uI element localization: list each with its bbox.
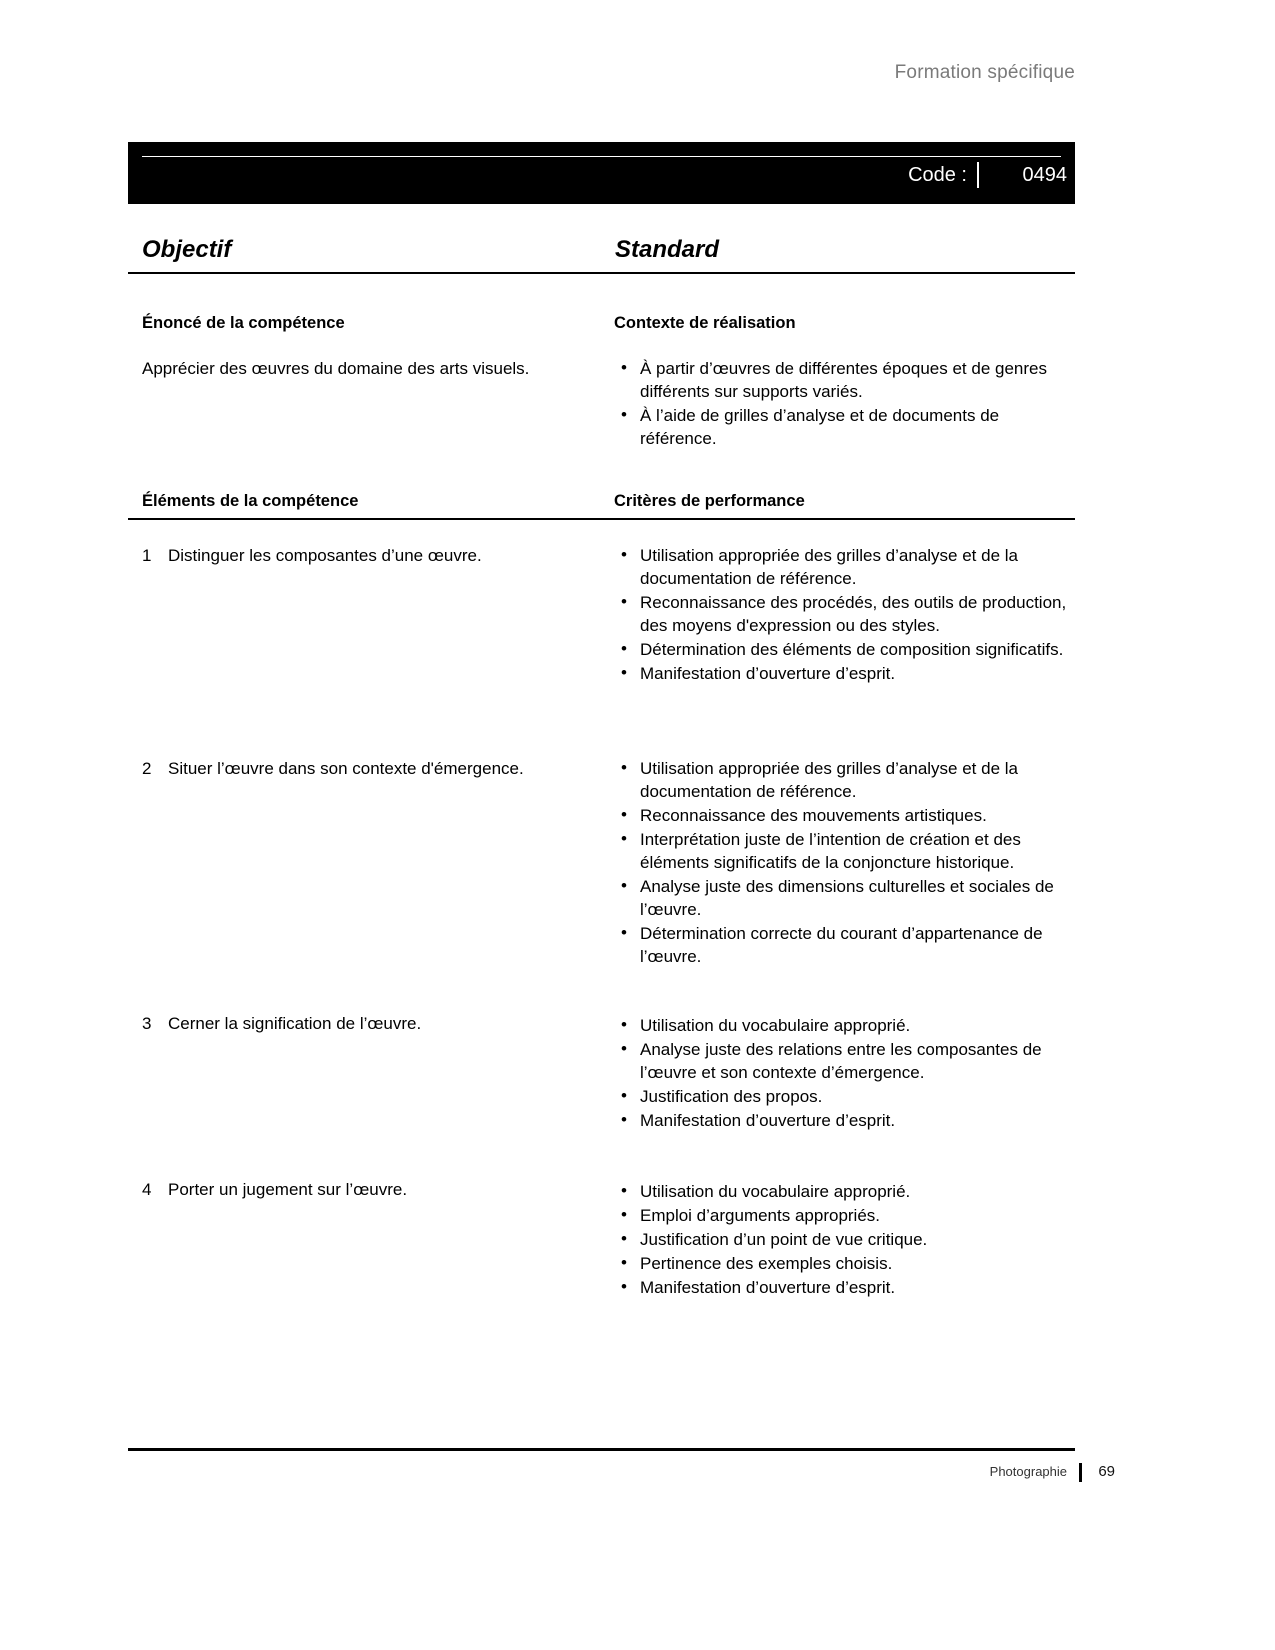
list-item: • Manifestation d’ouverture d’esprit. bbox=[614, 662, 1074, 685]
list-item: • Analyse juste des dimensions culturelles et sociales de l’œuvre. bbox=[614, 875, 1074, 921]
list-item: • Justification des propos. bbox=[614, 1085, 1074, 1108]
code-value: 0494 bbox=[1022, 164, 1067, 186]
heading-enonce-competence: Énoncé de la compétence bbox=[142, 314, 345, 332]
criteria-bullets bbox=[614, 757, 1074, 968]
column-title-standard: Standard bbox=[615, 236, 720, 263]
criteria-cell bbox=[614, 1014, 1074, 1133]
element-cell bbox=[142, 757, 602, 780]
element-number: 3 bbox=[142, 1014, 152, 1033]
table-row bbox=[0, 534, 1275, 747]
code-separator bbox=[977, 162, 979, 188]
list-item: • Emploi d’arguments appropriés. bbox=[614, 1204, 1074, 1227]
list-item: • Manifestation d’ouverture d’esprit. bbox=[614, 1276, 1074, 1299]
list-item: • Interprétation juste de l’intention de création et des éléments significatifs de la conjoncture historique. bbox=[614, 828, 1074, 874]
list-item: • Utilisation du vocabulaire approprié. bbox=[614, 1180, 1074, 1203]
element-cell bbox=[142, 1178, 602, 1201]
footer-label: Photographie bbox=[989, 1464, 1067, 1479]
list-item: • Utilisation appropriée des grilles d’analyse et de la documentation de référence. bbox=[614, 757, 1074, 803]
list-item: • Utilisation appropriée des grilles d’analyse et de la documentation de référence. bbox=[614, 544, 1074, 590]
heading-elements-competence: Éléments de la compétence bbox=[142, 492, 359, 510]
element-label: Distinguer les composantes d’une œuvre. bbox=[168, 546, 482, 565]
criteria-cell bbox=[614, 757, 1074, 969]
heading-criteres-performance: Critères de performance bbox=[614, 492, 805, 510]
list-item: • Détermination des éléments de composition significatifs. bbox=[614, 638, 1074, 661]
code-bar-rule bbox=[142, 156, 1061, 157]
list-item: • Manifestation d’ouverture d’esprit. bbox=[614, 1109, 1074, 1132]
table-row bbox=[0, 1002, 1275, 1168]
list-item: • Reconnaissance des procédés, des outils de production, des moyens d'expression ou des styles. bbox=[614, 591, 1074, 637]
element-number: 4 bbox=[142, 1180, 152, 1199]
criteria-bullets bbox=[614, 1180, 1074, 1299]
footer-separator bbox=[1079, 1463, 1082, 1482]
list-item: • Détermination correcte du courant d’appartenance de l’œuvre. bbox=[614, 922, 1074, 968]
table-row bbox=[0, 747, 1275, 1002]
criteria-bullets bbox=[614, 1014, 1074, 1132]
criteria-cell bbox=[614, 1180, 1074, 1300]
list-item: • Analyse juste des relations entre les composantes de l’œuvre et son contexte d’émergence. bbox=[614, 1038, 1074, 1084]
element-number: 2 bbox=[142, 759, 152, 778]
list-item: • À l’aide de grilles d’analyse et de documents de référence. bbox=[614, 404, 1069, 450]
criteria-cell bbox=[614, 544, 1074, 686]
element-label: Situer l’œuvre dans son contexte d'émergence. bbox=[168, 759, 524, 778]
page-number: 69 bbox=[1098, 1463, 1115, 1480]
footer-divider bbox=[128, 1448, 1075, 1451]
list-item: • À partir d’œuvres de différentes époques et de genres différents sur supports variés. bbox=[614, 357, 1069, 403]
code-bar bbox=[128, 142, 1075, 204]
list-item: • Pertinence des exemples choisis. bbox=[614, 1252, 1074, 1275]
elements-rows bbox=[0, 534, 1275, 1318]
criteria-bullets bbox=[614, 544, 1074, 685]
table-row bbox=[0, 1168, 1275, 1318]
page-header-label: Formation spécifique bbox=[894, 62, 1075, 83]
list-item: • Utilisation du vocabulaire approprié. bbox=[614, 1014, 1074, 1037]
context-bullets bbox=[614, 357, 1069, 450]
column-title-objectif: Objectif bbox=[142, 236, 232, 263]
element-cell bbox=[142, 1012, 602, 1035]
context-list bbox=[614, 357, 1069, 451]
element-label: Porter un jugement sur l’œuvre. bbox=[168, 1180, 408, 1199]
elements-divider bbox=[128, 518, 1075, 520]
element-cell bbox=[142, 544, 602, 567]
list-item: • Justification d’un point de vue critique. bbox=[614, 1228, 1074, 1251]
competency-statement: Apprécier des œuvres du domaine des arts visuels. bbox=[142, 359, 530, 378]
code-label: Code : bbox=[908, 164, 967, 186]
list-item: • Reconnaissance des mouvements artistiques. bbox=[614, 804, 1074, 827]
element-number: 1 bbox=[142, 546, 152, 565]
title-divider bbox=[128, 272, 1075, 274]
heading-contexte-realisation: Contexte de réalisation bbox=[614, 314, 796, 332]
element-label: Cerner la signification de l’œuvre. bbox=[168, 1014, 422, 1033]
